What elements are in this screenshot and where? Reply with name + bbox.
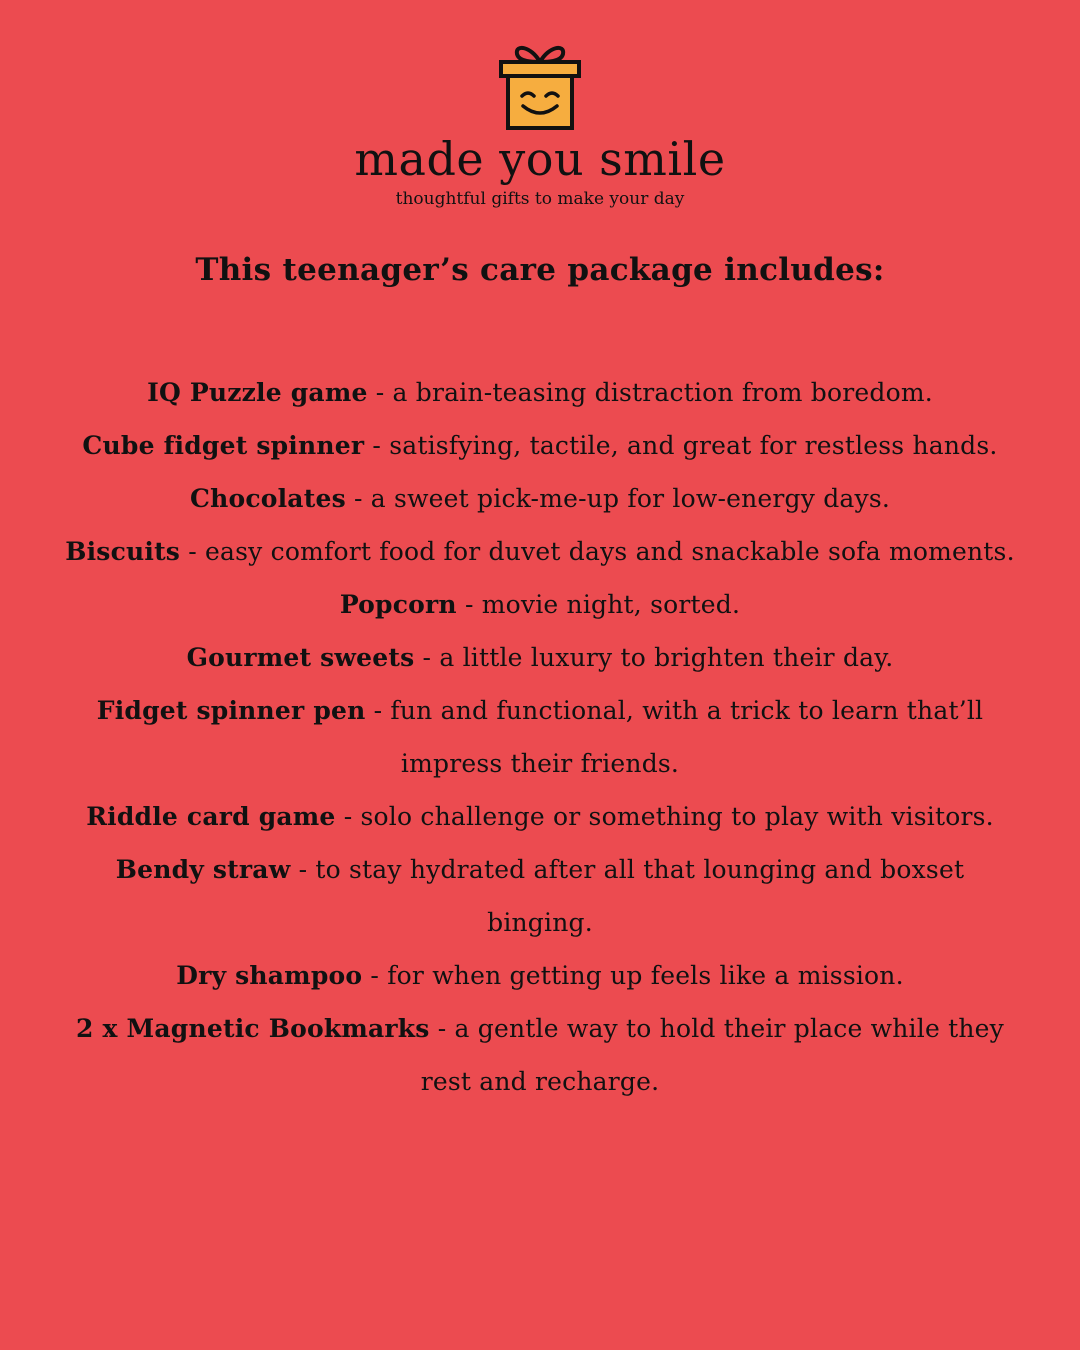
list-item <box>60 472 1020 525</box>
item-list <box>60 366 1020 1108</box>
smiling-gift-box-icon <box>495 40 585 132</box>
item-desc: - a gentle way to hold their place while they rest and recharge. <box>420 1014 1004 1096</box>
item-name: 2 x Magnetic Bookmarks <box>76 1014 430 1043</box>
item-desc: - a brain-teasing distraction from boredom. <box>367 378 933 407</box>
brand-logo <box>0 40 1080 210</box>
item-desc: - a little luxury to brighten their day. <box>414 643 894 672</box>
item-desc: - to stay hydrated after all that lounging and boxset binging. <box>290 855 965 937</box>
list-item <box>60 366 1020 419</box>
brand-tagline: thoughtful gifts to make your day <box>395 189 685 209</box>
item-desc: - satisfying, tactile, and great for restless hands. <box>364 431 998 460</box>
item-name: Chocolates <box>189 484 346 513</box>
list-item <box>60 525 1020 578</box>
item-name: Fidget spinner pen <box>96 696 366 725</box>
page-heading: This teenager’s care package includes: <box>195 252 885 288</box>
list-item <box>60 578 1020 631</box>
list-item <box>60 631 1020 684</box>
item-name: Dry shampoo <box>176 961 363 990</box>
item-desc: - fun and functional, with a trick to learn that’ll impress their friends. <box>365 696 984 778</box>
item-name: Bendy straw <box>115 855 291 884</box>
list-item <box>60 790 1020 843</box>
brand-name: made you smile <box>354 132 726 186</box>
item-desc: - for when getting up feels like a mission. <box>362 961 904 990</box>
item-name: Popcorn <box>339 590 457 619</box>
list-item <box>60 684 1020 790</box>
item-desc: - movie night, sorted. <box>456 590 741 619</box>
item-name: Gourmet sweets <box>186 643 415 672</box>
list-item <box>60 419 1020 472</box>
list-item <box>60 843 1020 949</box>
item-name: Biscuits <box>65 537 181 566</box>
item-name: IQ Puzzle game <box>147 378 368 407</box>
item-name: Riddle card game <box>86 802 336 831</box>
item-desc: - easy comfort food for duvet days and snackable sofa moments. <box>180 537 1015 566</box>
list-item <box>60 949 1020 1002</box>
item-name: Cube fidget spinner <box>82 431 365 460</box>
list-item <box>60 1002 1020 1108</box>
item-desc: - a sweet pick-me-up for low-energy days. <box>345 484 891 513</box>
item-desc: - solo challenge or something to play with visitors. <box>335 802 994 831</box>
